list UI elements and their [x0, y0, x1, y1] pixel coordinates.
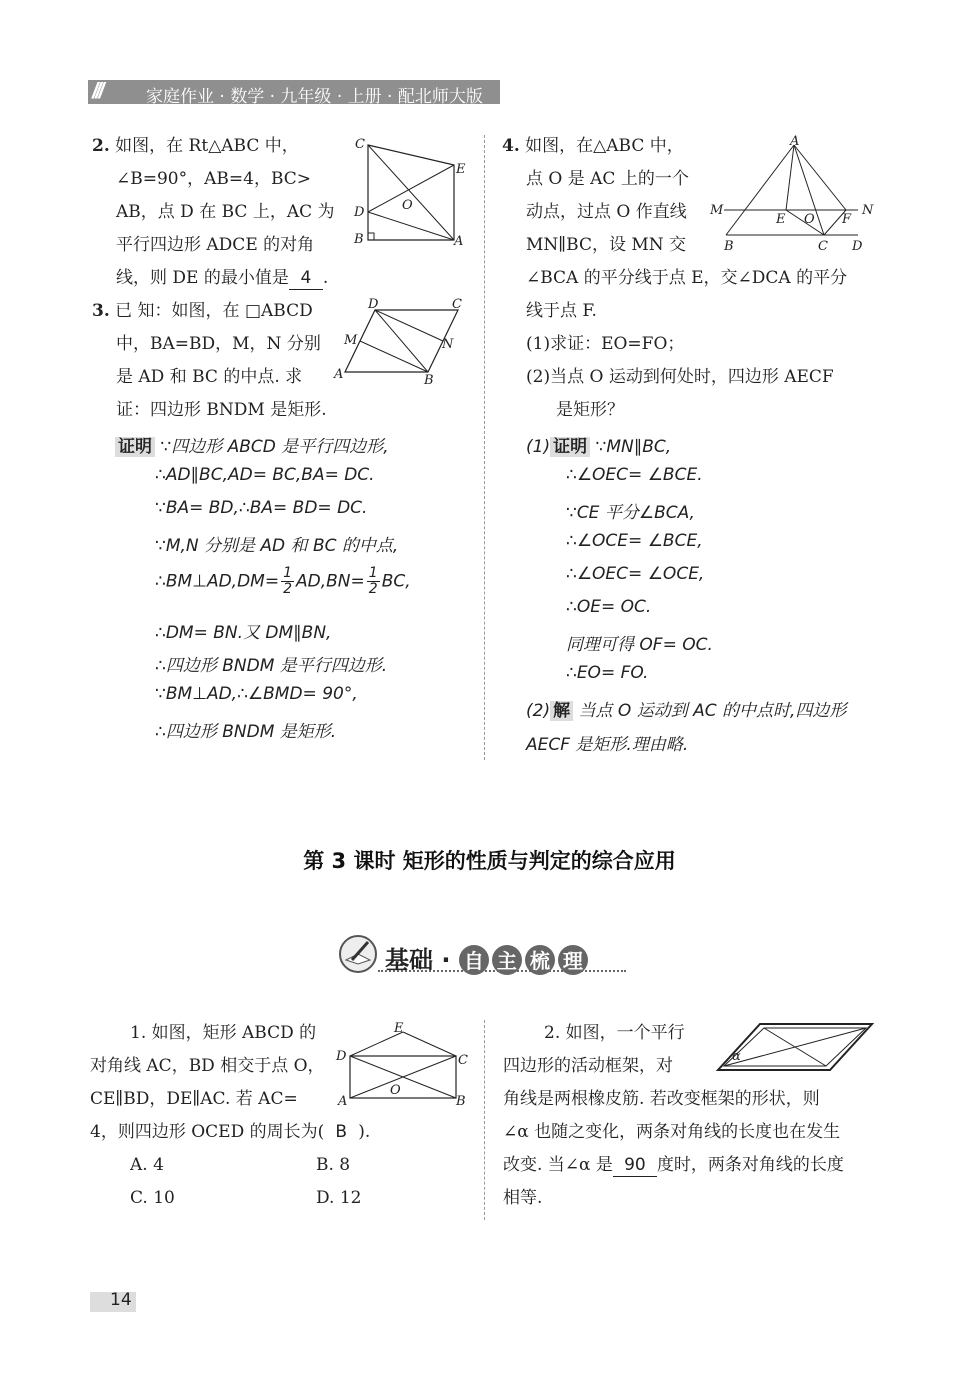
- b1-figure: [332, 1018, 472, 1110]
- q2-line3: AB，点 D 在 BC 上，AC 为: [116, 202, 335, 222]
- b2-line2: 四边形的活动框架，对: [503, 1056, 673, 1076]
- b2-line1: 2. 如图，一个平行: [544, 1023, 685, 1043]
- b1-line3: CE∥BD，DE∥AC. 若 AC=: [90, 1089, 298, 1109]
- q3-proof-l4: ∵M,N 分别是 AD 和 BC 的中点,: [155, 536, 399, 556]
- q4-proof-label2: 解: [550, 701, 573, 721]
- q4-fig-A: A: [790, 134, 800, 149]
- q3-fig-B: B: [424, 373, 434, 386]
- column-divider: [484, 135, 485, 760]
- q4-proof-l8: ∴EO= FO.: [566, 663, 649, 683]
- b1-option-a: A. 4: [130, 1155, 164, 1175]
- banner-underline: [378, 970, 626, 972]
- q2-line2: ∠B=90°，AB=4，BC>: [116, 169, 312, 189]
- q2-line4: 平行四边形 ADCE 的对角: [116, 235, 315, 255]
- banner-pill-2: 主: [492, 945, 522, 975]
- q4-part2b: 是矩形？: [556, 400, 624, 420]
- b1-fig-D: D: [336, 1049, 347, 1064]
- q2-fig-D: D: [354, 205, 365, 220]
- q4-proof-l5: ∴∠OEC= ∠OCE,: [566, 564, 705, 584]
- q2-line5: 线，则 DE 的最小值是 4 .: [116, 268, 329, 288]
- b1-option-c: C. 10: [130, 1188, 175, 1208]
- q3-fig-C: C: [452, 297, 462, 312]
- b2-fig-alpha: α: [732, 1049, 741, 1064]
- b1-option-b: B. 8: [316, 1155, 351, 1175]
- banner-pill-1: 自: [459, 945, 489, 975]
- b1-fig-A: A: [338, 1094, 348, 1109]
- header-slashes: ///: [92, 78, 102, 103]
- q4-line2: 点 O 是 AC 上的一个: [526, 169, 689, 189]
- b2-line3: 角线是两根橡皮筋. 若改变框架的形状，则: [503, 1089, 820, 1109]
- b1-fig-O: O: [390, 1083, 401, 1098]
- b1-answer: B: [335, 1122, 348, 1142]
- q4-figure: [706, 133, 876, 258]
- q2-line1: 2. 如图，在 Rt△ABC 中，: [92, 136, 299, 156]
- page-number: 14: [110, 1290, 132, 1310]
- q3-fig-M: M: [344, 333, 358, 348]
- q2-figure: [350, 135, 470, 250]
- b1-option-d: D. 12: [316, 1188, 362, 1208]
- q3-proof-l2: ∴AD∥BC,AD= BC,BA= DC.: [155, 465, 375, 485]
- q3-proof-l1: 证明 ∵四边形 ABCD 是平行四边形,: [115, 432, 389, 457]
- b1-line4: 4，则四边形 OCED 的周长为( B ).: [90, 1122, 371, 1142]
- q4-proof-l1: (1) 证明 ∵MN∥BC,: [526, 437, 672, 457]
- q3-proof-l3: ∵BA= BD,∴BA= BD= DC.: [155, 498, 368, 518]
- q4-fig-C: C: [818, 239, 828, 254]
- q4-proof-l10: AECF 是矩形.理由略.: [526, 735, 689, 755]
- q4-line3: 动点，过点 O 作直线: [526, 202, 687, 222]
- banner-pill-3: 梳: [525, 945, 555, 975]
- q4-proof-l6: ∴OE= OC.: [566, 597, 652, 617]
- q4-part2a: (2)当点 O 运动到何处时，四边形 AECF: [526, 367, 834, 387]
- q2-fig-B: B: [354, 232, 364, 247]
- q4-fig-N: N: [862, 203, 874, 218]
- q3-proof-label: 证明: [115, 437, 155, 457]
- q4-fig-B: B: [724, 239, 734, 254]
- q4-proof-l9: (2) 解 当点 O 运动到 AC 的中点时,四边形: [526, 701, 847, 721]
- b1-line1: 1. 如图，矩形 ABCD 的: [130, 1023, 317, 1043]
- q3-line3: 是 AD 和 BC 的中点. 求: [116, 367, 303, 387]
- b2-line4: ∠α 也随之变化，两条对角线的长度也在发生: [503, 1122, 841, 1142]
- q2-fig-E: E: [456, 162, 466, 177]
- q4-fig-F: F: [842, 212, 852, 227]
- q4-line5: ∠BCA 的平分线于点 E，交∠DCA 的平分: [526, 268, 848, 288]
- banner-pill-4: 理: [558, 945, 588, 975]
- q4-proof-label: 证明: [550, 437, 590, 457]
- q3-fig-N: N: [442, 337, 454, 352]
- column-divider-lower: [484, 1020, 485, 1220]
- banner-title: 基础 · 自 主 梳 理: [385, 940, 591, 975]
- q4-line6: 线于点 F.: [526, 301, 597, 321]
- q3-fig-A: A: [334, 367, 344, 382]
- q3-proof-l8: ∵BM⊥AD,∴∠BMD= 90°,: [155, 684, 358, 704]
- b2-figure: [712, 1018, 877, 1078]
- b2-line6: 相等.: [503, 1188, 543, 1208]
- q3-line1: 3. 已 知：如图，在 □ABCD: [92, 301, 313, 321]
- q2-fig-O: O: [402, 198, 413, 213]
- q4-fig-M: M: [710, 203, 724, 218]
- q4-fig-D: D: [852, 239, 863, 254]
- q4-proof-l2: ∴∠OEC= ∠BCE.: [566, 465, 703, 485]
- lesson-title: 第 3 课时 矩形的性质与判定的综合应用: [303, 849, 676, 873]
- q4-fig-E: E: [776, 212, 786, 227]
- b2-answer: 90: [613, 1154, 657, 1177]
- q3-proof-l6: ∴DM= BN.又 DM∥BN,: [155, 623, 332, 643]
- q4-proof-l7: 同理可得 OF= OC.: [566, 635, 713, 655]
- q2-fig-A: A: [454, 234, 464, 249]
- q3-proof-l5: ∴BM⊥AD,DM= $\frac{1}{2}$ AD,BN= $\frac{1}{2}$ BC,: [155, 565, 411, 597]
- q4-proof-l3: ∵CE 平分∠BCA,: [566, 503, 695, 523]
- q4-proof-l4: ∴∠OCE= ∠BCE,: [566, 531, 703, 551]
- b1-line2: 对角线 AC，BD 相交于点 O，: [90, 1056, 325, 1076]
- b1-fig-B: B: [456, 1094, 466, 1109]
- q3-line2: 中，BA=BD，M，N 分别: [116, 334, 321, 354]
- q4-fig-O: O: [804, 212, 815, 227]
- header-title: 家庭作业 · 数学 · 九年级 · 上册 · 配北师大版: [146, 87, 483, 107]
- b1-fig-C: C: [458, 1053, 468, 1068]
- q4-line4: MN∥BC，设 MN 交: [526, 235, 687, 255]
- q2-answer: 4: [289, 267, 323, 290]
- q2-fig-C: C: [355, 137, 365, 152]
- q3-fig-D: D: [368, 297, 379, 312]
- q4-line1: 4. 如图，在△ABC 中，: [502, 136, 684, 156]
- q3-proof-l7: ∴四边形 BNDM 是平行四边形.: [155, 656, 388, 676]
- q4-part1: (1)求证：EO=FO；: [526, 334, 685, 354]
- q3-figure: [330, 296, 470, 386]
- q3-proof-l9: ∴四边形 BNDM 是矩形.: [155, 722, 337, 742]
- b1-fig-E: E: [394, 1021, 404, 1036]
- b2-line5: 改变. 当∠α 是 90 度时，两条对角线的长度: [503, 1155, 844, 1175]
- pencil-book-icon: [338, 934, 378, 974]
- q3-line4: 证：四边形 BNDM 是矩形.: [116, 400, 327, 420]
